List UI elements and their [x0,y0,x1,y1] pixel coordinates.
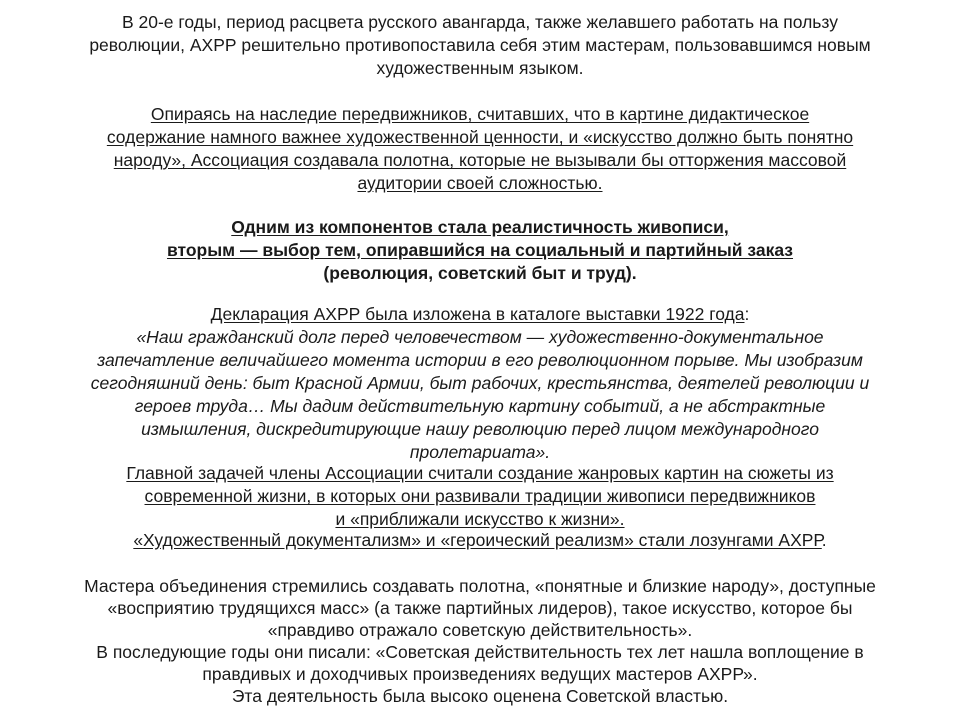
intro-line-3: художественным языком. [376,58,584,78]
task-link-1[interactable]: Главной задачей члены Ассоциации считали создание жанровых картин на сюжеты из [126,463,834,483]
slogans-period: . [821,530,827,550]
task-line-2[interactable] [0,485,960,507]
masters-line-4: В последующие годы они писали: «Советская действительность тех лет нашла воплощение в [96,642,864,662]
masters-line-3: «правдиво отражало советскую действительность». [267,620,693,640]
peredvizhniki-line-2[interactable] [0,126,960,148]
peredvizhniki-link-3[interactable]: народу», Ассоциация создавала полотна, которые не вызывали бы отторжения массовой [113,150,847,170]
masters-line-5: правдивых и доходчивых произведениях ведущих мастеров АХРР». [202,664,758,684]
task-link-2[interactable]: современной жизни, в которых они развивали традиции живописи передвижников [144,486,816,506]
peredvizhniki-line-1[interactable] [0,103,960,125]
peredvizhniki-link-2[interactable]: содержание намного важнее художественной ценности, и «искусство должно быть понятно [106,127,854,147]
masters-line-2: «восприятию трудящихся масс» (а также партийных лидеров), такое искусство, которое бы [107,598,853,618]
declaration-line[interactable] [0,303,960,325]
components-link-1[interactable]: Одним из компонентов стала реалистичность живописи, [231,217,729,237]
slogans-line[interactable] [0,529,960,551]
task-line-3[interactable] [0,508,960,530]
slogans-link[interactable]: «Художественный документализм» и «героический реализм» стали лозунгами АХРР [133,530,822,550]
quote-line-6: пролетариата». [409,442,551,462]
peredvizhniki-link-1[interactable]: Опираясь на наследие передвижников, считавших, что в картине дидактическое [150,104,810,124]
intro-line-2: революции, АХРР решительно противопоставила себя этим мастерам, пользовавшимся новым [89,35,871,55]
masters-line-6: Эта деятельность была высоко оценена Советской властью. [231,686,729,706]
task-line-1[interactable] [0,462,960,484]
quote-line-2: запечатление величайшего момента истории в его революционном порыве. Мы изобразим [97,350,863,370]
quote-line-1: «Наш гражданский долг перед человечеством — художественно-документальное [136,327,824,347]
task-link-3[interactable]: и «приближали искусство к жизни». [335,509,625,529]
components-line-2[interactable] [0,239,960,261]
peredvizhniki-link-4[interactable]: аудитории своей сложностью. [357,173,603,193]
peredvizhniki-line-4[interactable] [0,172,960,194]
components-link-2[interactable]: вторым — выбор тем, опиравшийся на социальный и партийный заказ [166,240,794,260]
intro-line-1: В 20-е годы, период расцвета русского авангарда, также желавшего работать на пользу [121,12,838,32]
masters-line-1: Мастера объединения стремились создавать полотна, «понятные и близкие народу», доступные [84,576,876,596]
components-line-1[interactable] [0,216,960,238]
declaration-colon: : [744,304,750,324]
quote-line-4: героев труда… Мы дадим действительную картину событий, а не абстрактные [134,396,826,416]
components-line-3: (революция, советский быт и труд). [323,263,637,283]
quote-line-3: сегодняшний день: быт Красной Армии, быт рабочих, крестьянства, деятелей революции и [90,373,870,393]
peredvizhniki-line-3[interactable] [0,149,960,171]
declaration-link[interactable]: Декларация АХРР была изложена в каталоге выставки 1922 года [210,304,745,324]
quote-line-5: измышления, дискредитирующие нашу революцию перед лицом международного [141,419,819,439]
